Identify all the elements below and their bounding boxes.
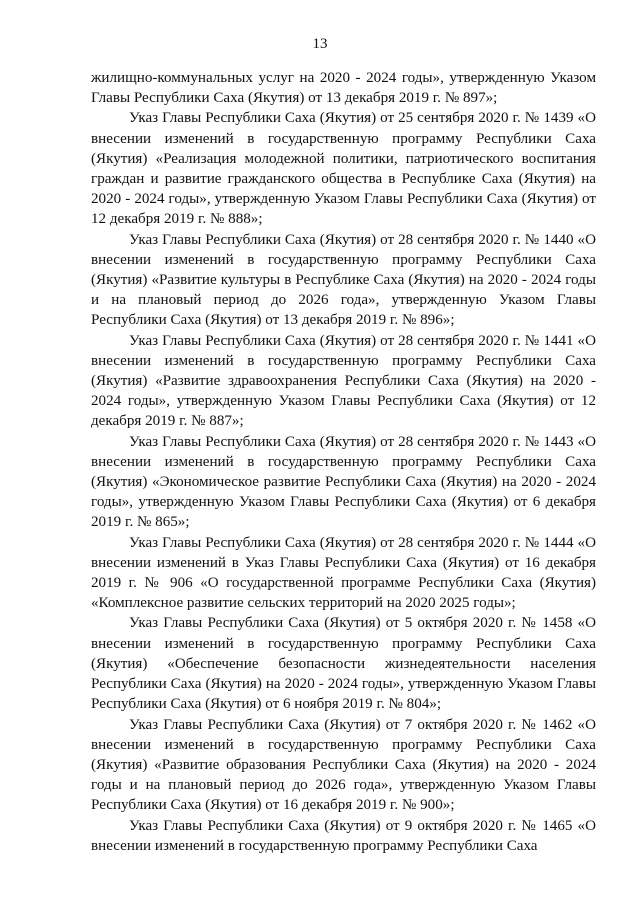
- paragraph-continuation: жилищно-коммунальных услуг на 2020 - 2024 годы», утвержденную Указом Главы Республики Саха (Якутия) от 13 декабря 2019 г. № 897»;: [91, 70, 596, 107]
- document-body: [91, 68, 596, 856]
- paragraph-decree-1439: Указ Главы Республики Саха (Якутия) от 25 сентября 2020 г. № 1439 «О внесении изменений в государственную программу Республики Саха (Якутия) «Реализация молодежной политики, патриотического воспитания граждан и развитие гражданского общества в Республике Саха (Якутия) на 2020 - 2024 годы», утвержденную Указом Главы Республики Саха (Якутия) от 12 декабря 2019 г. № 888»;: [91, 110, 596, 228]
- paragraph-decree-1440: Указ Главы Республики Саха (Якутия) от 28 сентября 2020 г. № 1440 «О внесении изменений в государственную программу Республики Саха (Якутия) «Развитие культуры в Республике Саха (Якутия) на 2020 - 2024 годы и на плановый период до 2026 года», утвержденную Указом Главы Республики Саха (Якутия) от 13 декабря 2019 г. № 896»;: [91, 231, 596, 329]
- paragraph-decree-1444: Указ Главы Республики Саха (Якутия) от 28 сентября 2020 г. № 1444 «О внесении изменений в Указ Главы Республики Саха (Якутия) от 16 декабря 2019 г. № 906 «О государственной программе Республики Саха (Якутия) «Комплексное развитие сельских территорий на 2020 2025 годы»;: [91, 534, 596, 612]
- paragraph-decree-1441: Указ Главы Республики Саха (Якутия) от 28 сентября 2020 г. № 1441 «О внесении изменений в государственную программу Республики Саха (Якутия) «Развитие здравоохранения Республики Саха (Якутия) на 2020 - 2024 годы», утвержденную Указом Главы Республики Саха (Якутия) от 12 декабря 2019 г. № 887»;: [91, 332, 596, 430]
- paragraph-decree-1458: Указ Главы Республики Саха (Якутия) от 5 октября 2020 г. № 1458 «О внесении изменений в государственную программу Республики Саха (Якутия) «Обеспечение безопасности жизнедеятельности населения Республики Саха (Якутия) на 2020 - 2024 годы», утвержденную Указом Главы Республики Саха (Якутия) от 6 ноября 2019 г. № 804»;: [91, 615, 596, 713]
- paragraph-decree-1443: Указ Главы Республики Саха (Якутия) от 28 сентября 2020 г. № 1443 «О внесении изменений в государственную программу Республики Саха (Якутия) «Экономическое развитие Республики Саха (Якутия) на 2020 - 2024 годы», утвержденную Указом Главы Республики Саха (Якутия) от 6 декабря 2019 г. № 865»;: [91, 433, 596, 531]
- paragraph-decree-1462: Указ Главы Республики Саха (Якутия) от 7 октября 2020 г. № 1462 «О внесении изменений в государственную программу Республики Саха (Якутия) «Развитие образования Республики Саха (Якутия) на 2020 - 2024 годы и на плановый период до 2026 года», утвержденную Указом Главы Республики Саха (Якутия) от 16 декабря 2019 г. № 900»;: [91, 716, 596, 814]
- page-number: 13: [312, 36, 328, 52]
- paragraph-decree-1465: Указ Главы Республики Саха (Якутия) от 9 октября 2020 г. № 1465 «О внесении изменений в государственную программу Республики Саха: [91, 817, 596, 854]
